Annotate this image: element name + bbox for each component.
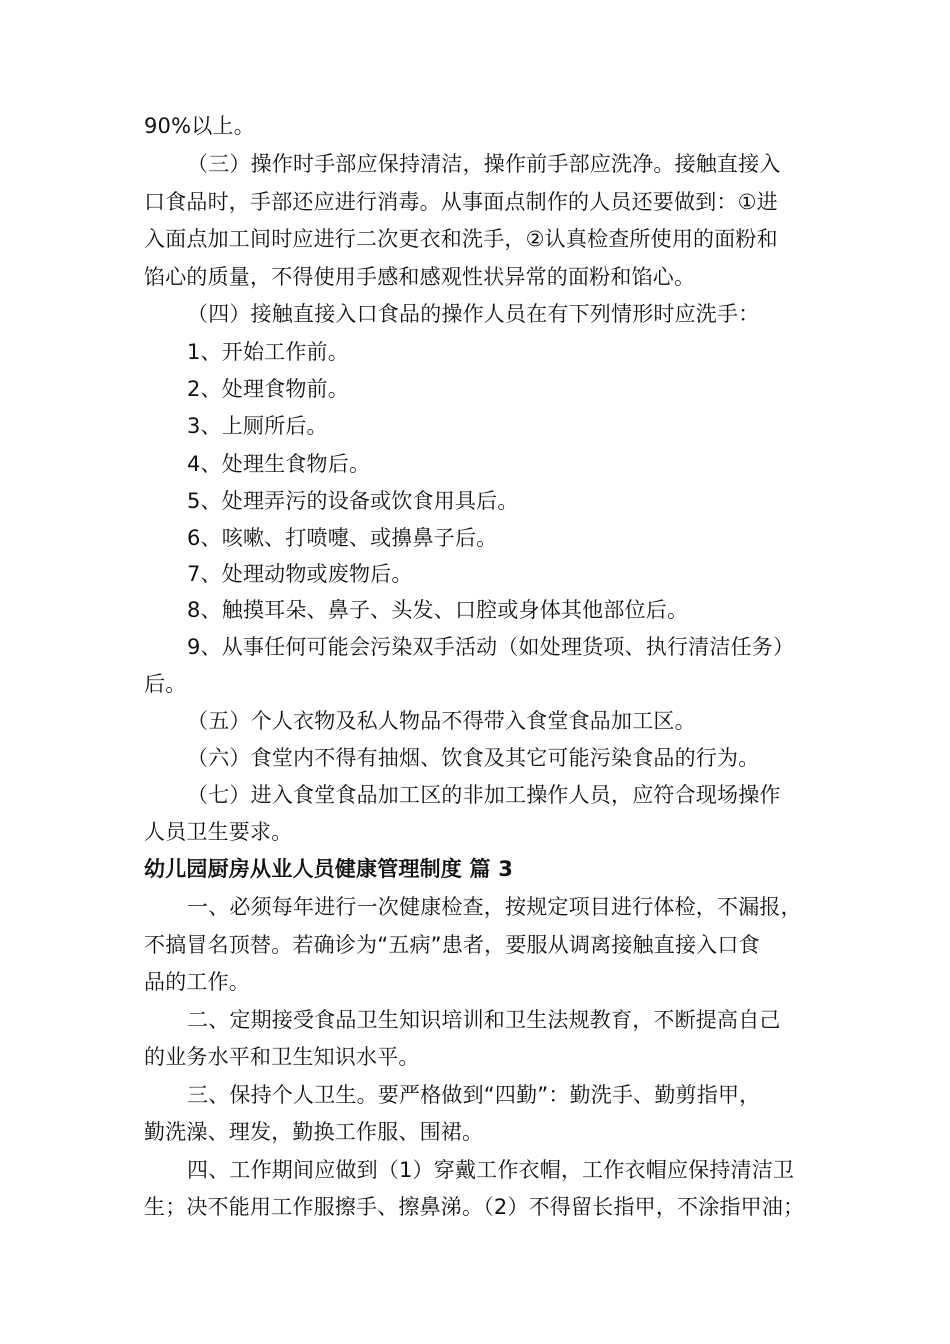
paragraph-4b-start: 四、工作期间应做到（1）穿戴工作衣帽，工作衣帽应保持清洁卫	[187, 1158, 795, 1182]
list-item: 9、从事任何可能会污染双手活动（如处理货项、执行清洁任务）	[187, 635, 795, 659]
text-line: 人员卫生要求。	[144, 820, 293, 844]
text-line: 勤洗澡、理发，勤换工作服、围裙。	[144, 1120, 484, 1144]
text-line: 90%以上。	[144, 114, 255, 138]
list-item: 6、咳嗽、打喷嚏、或擤鼻子后。	[187, 526, 498, 550]
list-item: 3、上厕所后。	[187, 414, 328, 438]
section-heading: 幼儿园厨房从业人员健康管理制度 篇 3	[144, 857, 514, 881]
text-line: 入面点加工间时应进行二次更衣和洗手，②认真检查所使用的面粉和	[144, 227, 778, 251]
list-item: 7、处理动物或废物后。	[187, 562, 413, 586]
paragraph-5: （五）个人衣物及私人物品不得带入食堂食品加工区。	[187, 709, 696, 733]
list-item: 5、处理弄污的设备或饮食用具后。	[187, 489, 519, 513]
paragraph-4-start: （四）接触直接入口食品的操作人员在有下列情形时应洗手：	[187, 302, 760, 326]
text-line: 后。	[144, 672, 187, 696]
list-item: 8、触摸耳朵、鼻子、头发、口腔或身体其他部位后。	[187, 598, 689, 622]
text-line: 品的工作。	[144, 970, 250, 994]
text-line: 馅心的质量，不得使用手感和感观性状异常的面粉和馅心。	[144, 265, 696, 289]
paragraph-7-start: （七）进入食堂食品加工区的非加工操作人员，应符合现场操作	[187, 783, 781, 807]
text-line: 口食品时，手部还应进行消毒。从事面点制作的人员还要做到：①进	[144, 190, 778, 214]
paragraph-1-start: 一、必须每年进行一次健康检查，按规定项目进行体检，不漏报，	[187, 895, 802, 919]
paragraph-3-start: （三）操作时手部应保持清洁，操作前手部应洗净。接触直接入	[187, 152, 781, 176]
text-line: 不搞冒名顶替。若确诊为“五病”患者，要服从调离接触直接入口食	[144, 933, 760, 957]
paragraph-2-start: 二、定期接受食品卫生知识培训和卫生法规教育，不断提高自己	[187, 1008, 781, 1032]
text-line: 的业务水平和卫生知识水平。	[144, 1045, 420, 1069]
text-line: 生；决不能用工作服擦手、擦鼻涕。（2）不得留长指甲，不涂指甲油；	[144, 1195, 805, 1219]
paragraph-6: （六）食堂内不得有抽烟、饮食及其它可能污染食品的行为。	[187, 746, 760, 770]
list-item: 1、开始工作前。	[187, 340, 349, 364]
list-item: 2、处理食物前。	[187, 377, 349, 401]
list-item: 4、处理生食物后。	[187, 452, 371, 476]
paragraph-3b-start: 三、保持个人卫生。要严格做到“四勤”：勤洗手、勤剪指甲，	[187, 1083, 761, 1107]
